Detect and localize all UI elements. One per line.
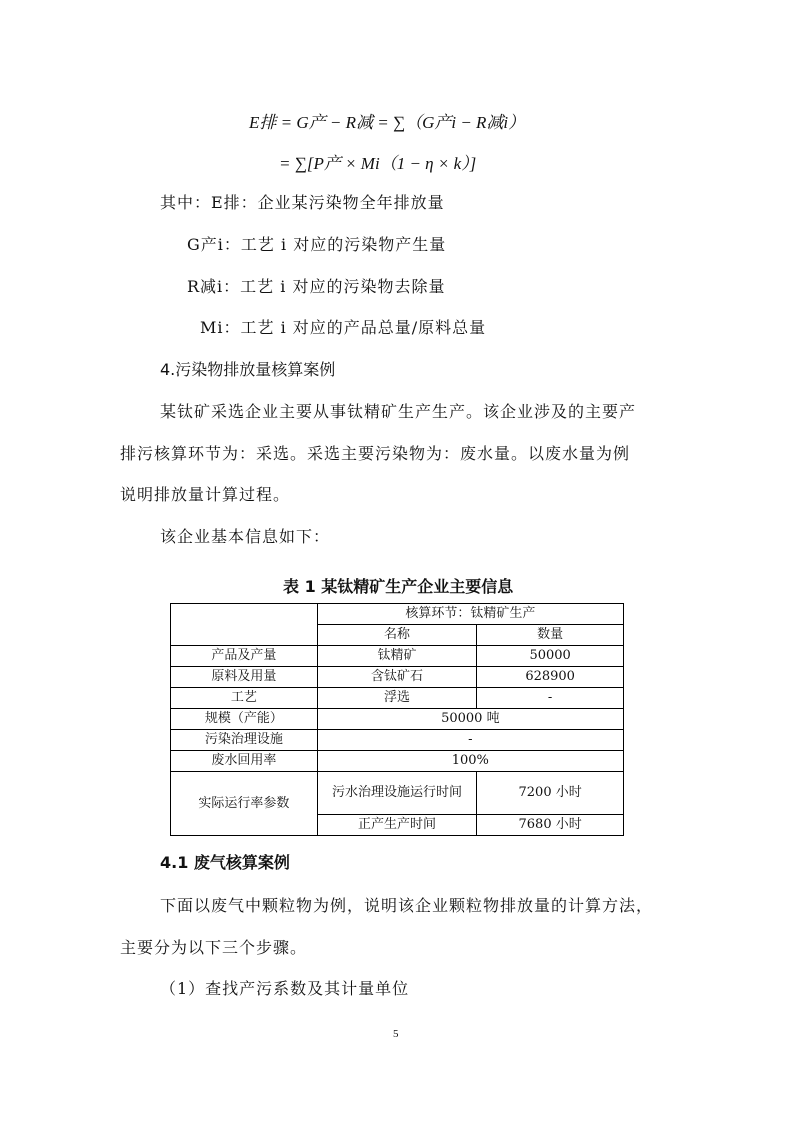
table-row	[171, 688, 624, 709]
definition-e: 其中：E排：企业某污染物全年排放量	[160, 193, 445, 212]
section-4-para-line-1: 某钛矿采选企业主要从事钛精矿生产生产。该企业涉及的主要产	[160, 402, 637, 421]
row-qty: -	[477, 688, 624, 709]
row-name: 钛精矿	[317, 646, 477, 667]
formula-line-1: E排 = G产 − R减 = ∑（G产i − R减i）	[249, 113, 526, 132]
section-4-1-heading: 4.1 废气核算案例	[160, 853, 290, 872]
table-row	[171, 667, 624, 688]
page-number: 5	[393, 1028, 399, 1040]
table-row	[171, 604, 624, 625]
row-name: 含钛矿石	[317, 667, 477, 688]
row-label: 原料及用量	[171, 667, 318, 688]
row-qty: 628900	[477, 667, 624, 688]
section-4-heading: 4.污染物排放量核算案例	[160, 360, 336, 379]
row-label: 废水回用率	[171, 751, 318, 772]
row-label: 产品及产量	[171, 646, 318, 667]
scale-value: 50000 吨	[317, 709, 623, 730]
section-4-para-line-3: 说明排放量计算过程。	[120, 485, 291, 504]
table-corner-cell	[171, 604, 318, 646]
runtime-2-label: 正产生产时间	[317, 815, 477, 836]
table-row	[171, 646, 624, 667]
table-row	[171, 772, 624, 815]
reuse-value: 100%	[317, 751, 623, 772]
formula-line-2: = ∑[P产 × Mi（1 − η × k）]	[279, 154, 477, 173]
definition-g: G产i：工艺 i 对应的污染物产生量	[187, 235, 447, 254]
runtime-1-value: 7200 小时	[477, 772, 624, 815]
table-row	[171, 709, 624, 730]
table-row	[171, 730, 624, 751]
section-4-para-line-2: 排污核算环节为：采选。采选主要污染物为：废水量。以废水量为例	[120, 444, 631, 463]
table-caption: 表 1 某钛精矿生产企业主要信息	[283, 577, 514, 596]
enterprise-info-table	[170, 603, 624, 836]
row-name: 浮选	[317, 688, 477, 709]
runtime-1-label: 污水治理设施运行时间	[317, 772, 477, 815]
section-4-1-para-line-1: 下面以废气中颗粒物为例，说明该企业颗粒物排放量的计算方法，	[160, 896, 654, 915]
row-label: 污染治理设施	[171, 730, 318, 751]
row-label: 工艺	[171, 688, 318, 709]
table-row	[171, 751, 624, 772]
col-header-name: 名称	[317, 625, 477, 646]
row-label: 规模（产能）	[171, 709, 318, 730]
definition-m: Mi：工艺 i 对应的产品总量/原料总量	[200, 318, 487, 337]
row-qty: 50000	[477, 646, 624, 667]
definition-r: R减i：工艺 i 对应的污染物去除量	[187, 277, 446, 296]
section-4-1-para-line-2: 主要分为以下三个步骤。	[120, 938, 308, 957]
runtime-2-value: 7680 小时	[477, 815, 624, 836]
facility-value: -	[317, 730, 623, 751]
basic-info-intro: 该企业基本信息如下：	[160, 527, 331, 546]
col-header-qty: 数量	[477, 625, 624, 646]
runtime-label: 实际运行率参数	[171, 772, 318, 836]
step-1: （1）查找产污系数及其计量单位	[160, 979, 410, 998]
accounting-link-cell: 核算环节：钛精矿生产	[317, 604, 623, 625]
